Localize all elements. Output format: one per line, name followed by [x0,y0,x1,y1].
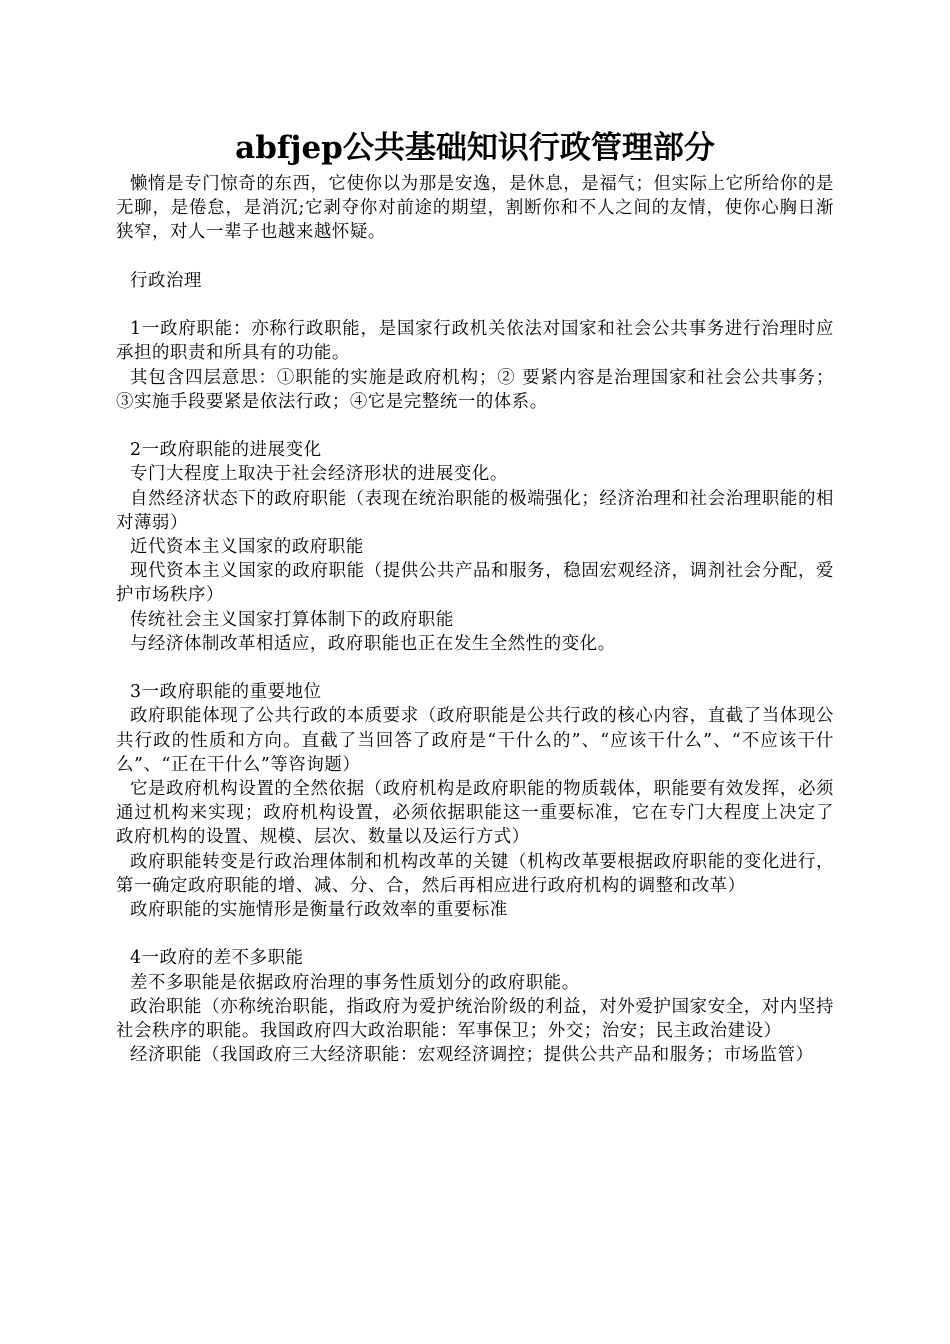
section2-paragraph: 自然经济状态下的政府职能（表现在统治职能的极端强化；经济治理和社会治理职能的相对薄弱） [116,488,834,533]
document-body [116,172,834,1067]
section1-paragraph: 其包含四层意思：①职能的实施是政府机构；② 要紧内容是治理国家和社会公共事务；③实施手段要紧是依法行政；④它是完整统一的体系。 [116,367,834,412]
section3-title: 3一政府职能的重要地位 [130,682,322,703]
spacer [116,656,834,680]
section-heading: 行政治理 [130,270,202,291]
section2-paragraph: 近代资本主义国家的政府职能 [130,537,364,557]
section3-paragraph: 政府职能的实施情形是衡量行政效率的重要标准 [130,900,508,921]
section4-paragraph: 政治职能（亦称统治职能，指政府为爱护统治阶级的利益，对外爱护国家安全，对内坚持社会秩序的职能。我国政府四大政治职能：军事保卫；外交；治安；民主政治建设） [116,996,834,1042]
section2-paragraph: 现代资本主义国家的政府职能（提供公共产品和服务，稳固宏观经济，调剂社会分配，爱护市场秩序） [116,561,834,606]
section2-paragraph: 与经济体制改革相适应，政府职能也正在发生全然性的变化。 [130,633,616,654]
spacer [116,245,834,269]
section2-title: 2一政府职能的进展变化 [130,440,322,461]
intro-paragraph: 懒惰是专门惊奇的东西，它使你以为那是安逸，是休息，是福气；但实际上它所给你的是无聊，是倦怠，是消沉;它剥夺你对前途的期望，割断你和不人之间的友情，使你心胸日渐狭窄，对人一辈子也越来越怀疑。 [116,174,834,243]
section4-paragraph: 经济职能（我国政府三大经济职能：宏观经济调控；提供公共产品和服务；市场监管） [130,1045,814,1066]
document-title: abfjep公共基础知识行政管理部分 [235,130,715,166]
section1-title: 1一政府职能：亦称行政职能，是国家行政机关依法对国家和社会公共事务进行治理时应承担的职责和所具有的功能。 [116,319,834,364]
section3-paragraph: 政府职能体现了公共行政的本质要求（政府职能是公共行政的核心内容，直截了当体现公共行政的性质和方向。直截了当回答了政府是“干什么的”、“应该干什么”、“不应该干什么”、“正在干什么”等咨询题） [116,706,834,775]
spacer [116,414,834,438]
section4-paragraph: 差不多职能是依据政府治理的事务性质划分的政府职能。 [130,972,580,993]
section3-paragraph: 它是政府机构设置的全然依据（政府机构是政府职能的物质载体，职能要有效发挥，必须通过机构来实现；政府机构设置，必须依据职能这一重要标准，它在专门大程度上决定了政府机构的设置、规模、层次、数量以及运行方式） [116,779,834,848]
spacer [116,922,834,946]
section3-paragraph: 政府职能转变是行政治理体制和机构改革的关键（机构改革要根据政府职能的变化进行，第一确定政府职能的增、减、分、合，然后再相应进行政府机构的调整和改革） [116,851,834,896]
section2-paragraph: 专门大程度上取决于社会经济形状的进展变化。 [130,464,508,485]
section4-title: 4一政府的差不多职能 [130,948,304,969]
spacer [116,293,834,317]
section2-paragraph: 传统社会主义国家打算体制下的政府职能 [130,609,454,630]
